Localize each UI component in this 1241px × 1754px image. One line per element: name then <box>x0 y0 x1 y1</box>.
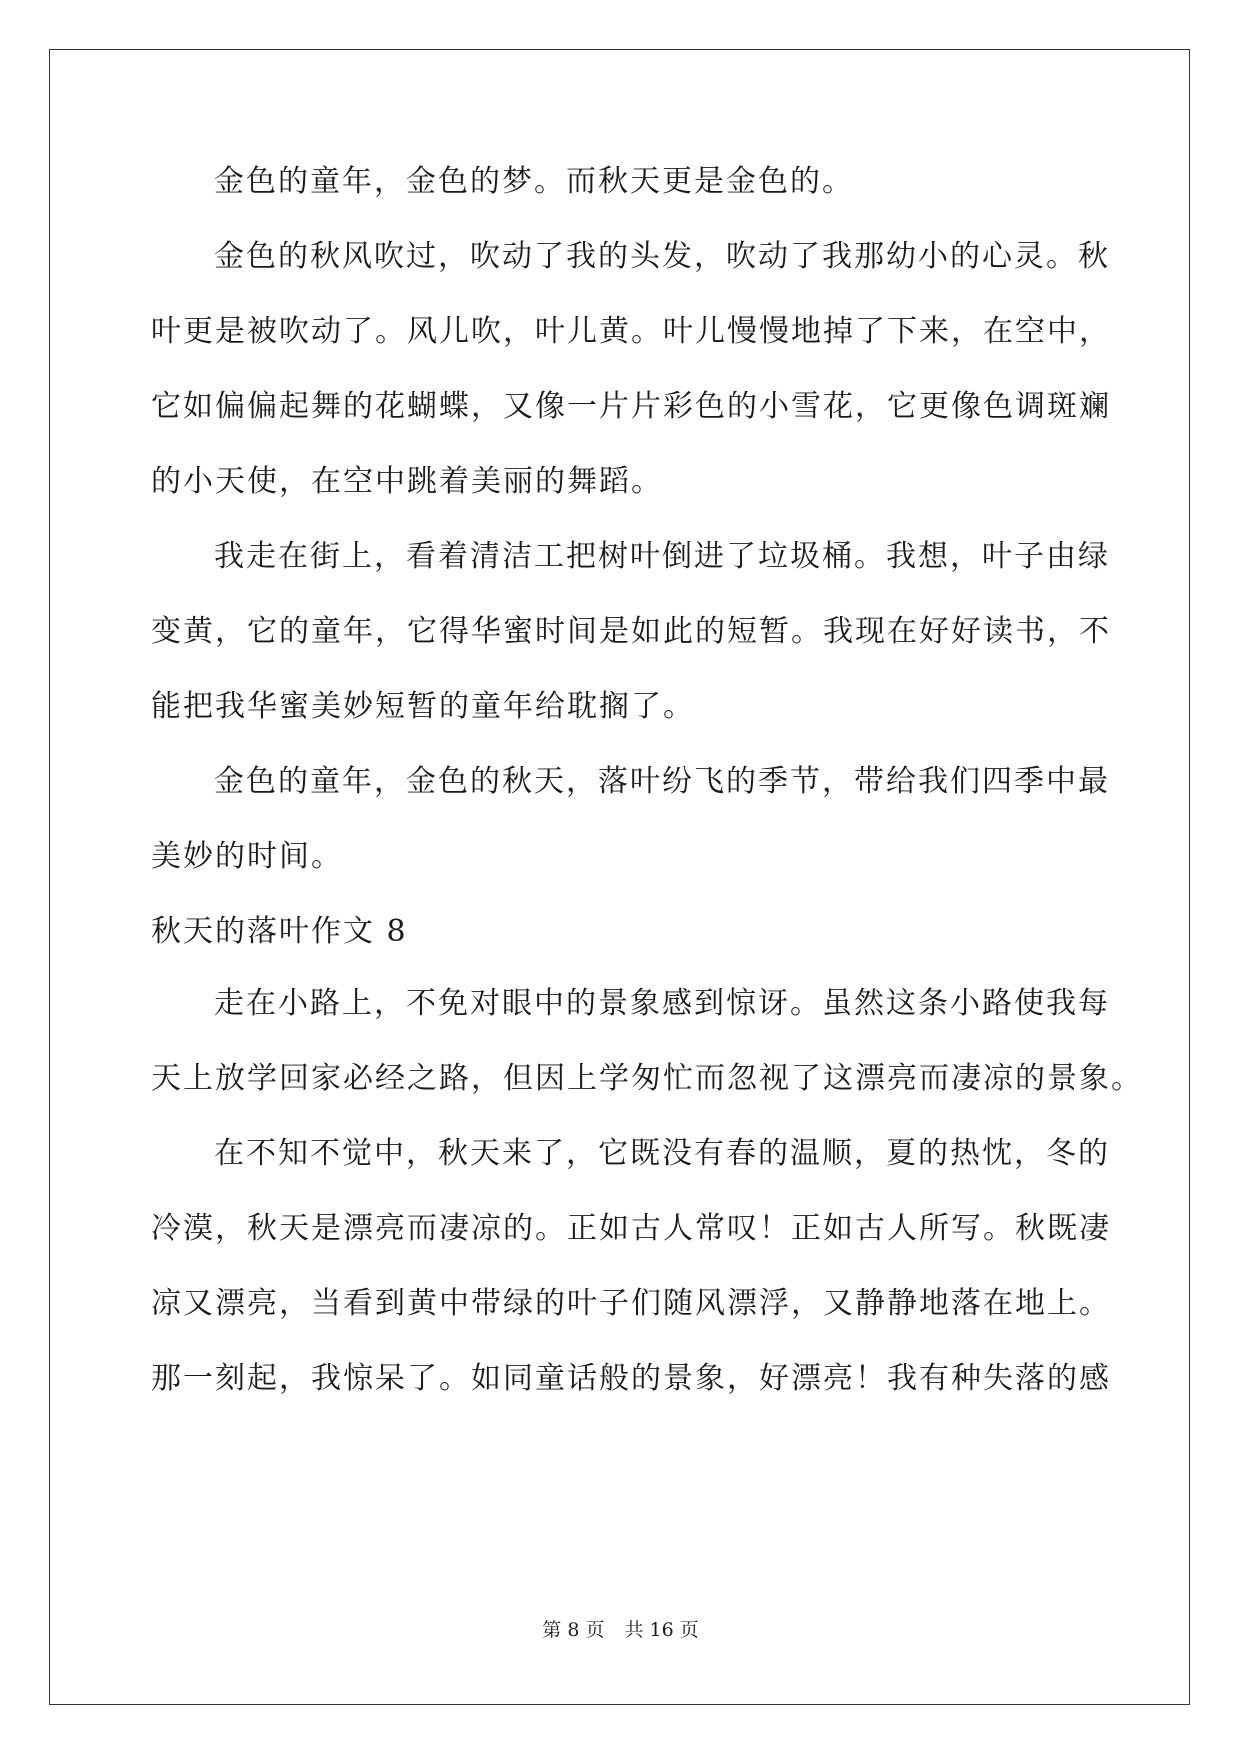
text-line: 美妙的时间。 <box>151 839 343 874</box>
page-total: 共 16 页 <box>624 1619 699 1641</box>
text-line: 金色的秋风吹过，吹动了我的头发，吹动了我那幼小的心灵。秋 <box>214 239 1110 274</box>
text-line: 那一刻起，我惊呆了。如同童话般的景象，好漂亮！我有种失落的感 <box>151 1361 1111 1396</box>
text-line: 我走在街上，看着清洁工把树叶倒进了垃圾桶。我想，叶子由绿 <box>214 539 1110 574</box>
text-line: 天上放学回家必经之路，但因上学匆忙而忽视了这漂亮而凄凉的景象。 <box>151 1061 1143 1096</box>
text-line: 金色的童年，金色的秋天，落叶纷飞的季节，带给我们四季中最 <box>214 764 1110 799</box>
text-line: 变黄，它的童年，它得华蜜时间是如此的短暂。我现在好好读书，不 <box>151 614 1111 649</box>
text-line: 冷漠，秋天是漂亮而凄凉的。正如古人常叹！正如古人所写。秋既凄 <box>151 1211 1111 1246</box>
text-line: 叶更是被吹动了。风儿吹，叶儿黄。叶儿慢慢地掉了下来，在空中， <box>151 314 1111 349</box>
text-line: 它如偏偏起舞的花蝴蝶，又像一片片彩色的小雪花，它更像色调斑斓 <box>151 389 1111 424</box>
section-heading: 秋天的落叶作文 8 <box>151 914 408 949</box>
text-line: 在不知不觉中，秋天来了，它既没有春的温顺，夏的热忱，冬的 <box>214 1136 1110 1171</box>
document-body <box>151 160 1143 1432</box>
text-line: 的小天使，在空中跳着美丽的舞蹈。 <box>151 464 663 499</box>
page-number: 第 8 页 <box>542 1619 605 1641</box>
text-line: 金色的童年，金色的梦。而秋天更是金色的。 <box>214 164 854 199</box>
text-line: 凉又漂亮，当看到黄中带绿的叶子们随风漂浮，又静静地落在地上。 <box>151 1286 1111 1321</box>
text-line: 能把我华蜜美妙短暂的童年给耽搁了。 <box>151 689 695 724</box>
page-footer <box>0 1618 1241 1642</box>
text-line: 走在小路上，不免对眼中的景象感到惊讶。虽然这条小路使我每 <box>214 986 1110 1021</box>
